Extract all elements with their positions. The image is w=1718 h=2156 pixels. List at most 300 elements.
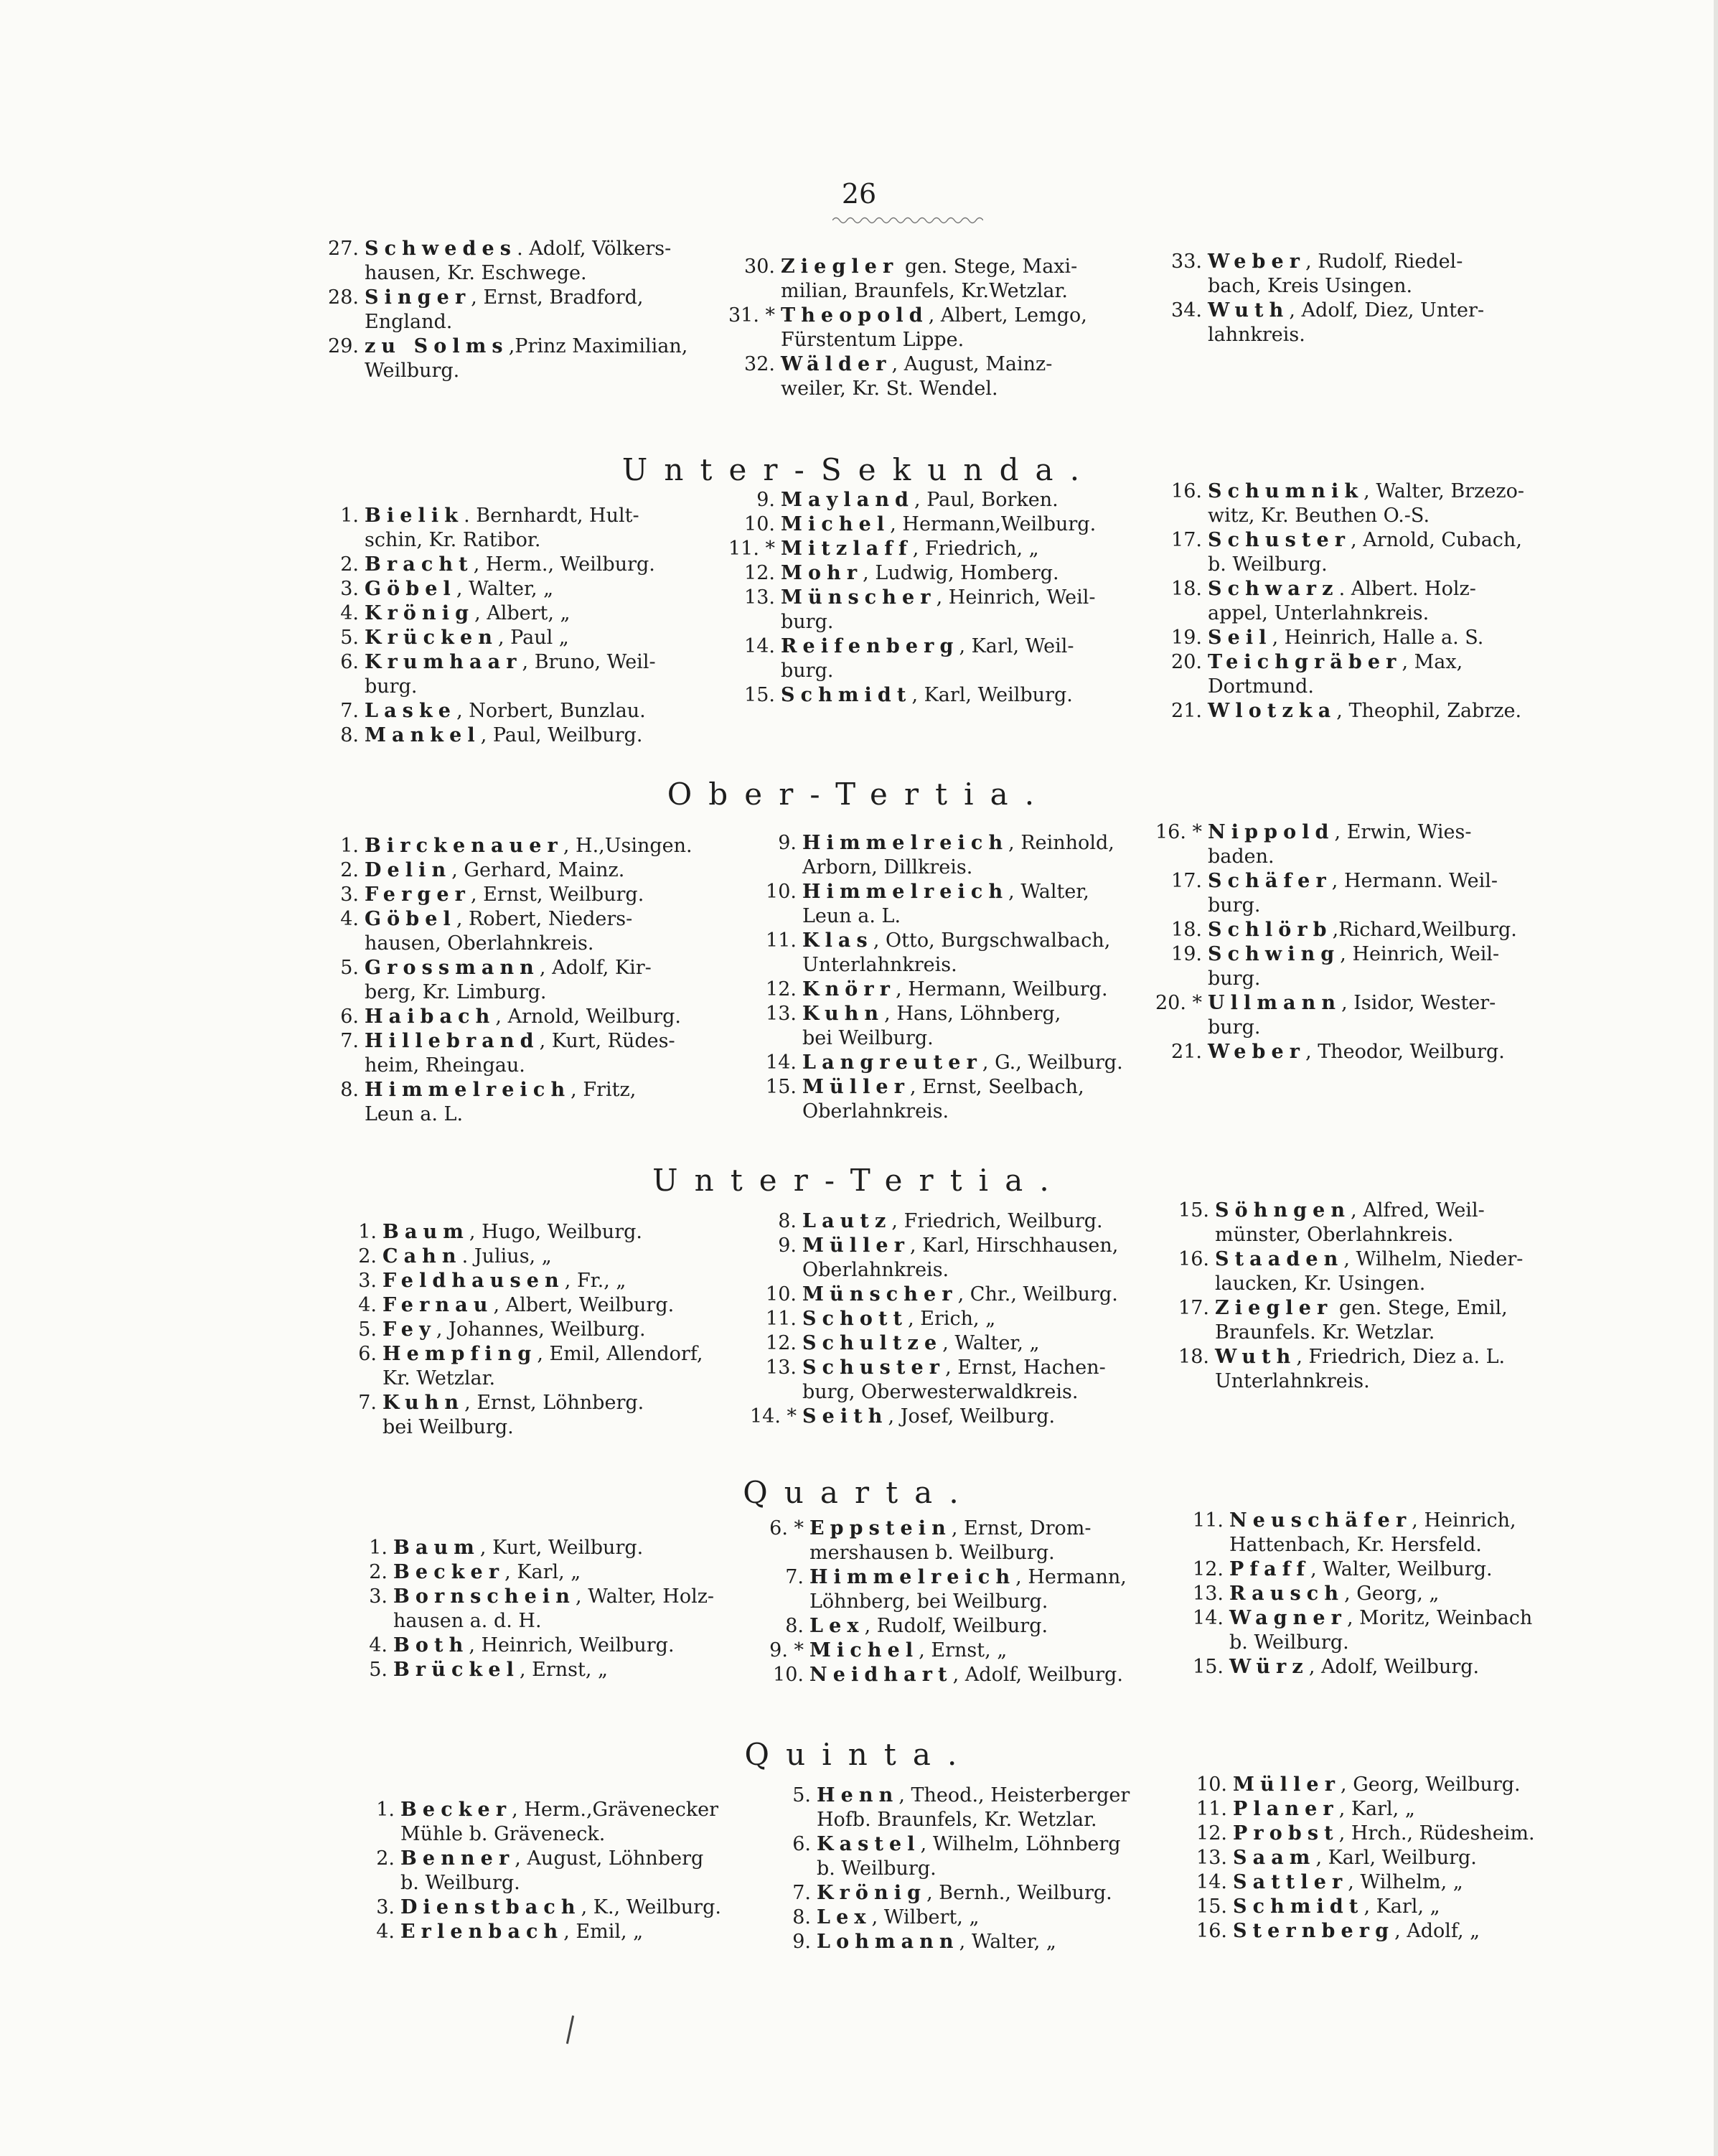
student-surname: Schumnik [1208,480,1364,502]
entry-number: 11. [1196,1798,1227,1820]
entry-line [781,352,1119,377]
entry-details: , Adolf, Diez, Unter- [1289,299,1485,322]
student-surname: Seil [1208,627,1272,649]
student-surname: Münscher [802,1283,958,1306]
entry-line [802,929,1141,953]
student-column [739,831,1141,1124]
ornament-rule [832,215,983,225]
entry-line [365,907,703,932]
entry-line [365,675,703,699]
entry-details: burg. [1208,1016,1261,1039]
entry-details: , Heinrich, Weil- [936,586,1096,609]
entry-line [1233,1919,1572,1944]
entry-details: , Theodor, Weilburg. [1305,1041,1505,1063]
entry-number: 10. [1196,1773,1227,1796]
entry-line [365,528,703,553]
student-entry [754,1881,1155,1906]
entry-line [802,856,1141,880]
student-column [330,1536,732,1682]
student-entry [337,1798,739,1847]
entry-details: burg. [1208,894,1261,917]
entry-number: 9. [778,832,797,854]
entry-details: witz, Kr. Beuthen O.-S. [1208,505,1430,527]
entry-line [802,880,1141,904]
student-surname: Cahn [382,1245,462,1267]
entry-details: , Isidor, Wester- [1341,992,1496,1014]
entry-details: , K., Weilburg. [581,1896,721,1918]
entry-details: , Josef, Weilburg. [888,1405,1056,1428]
entry-line [1208,918,1546,942]
entry-details: , Paul, Borken. [914,489,1059,511]
entry-line [365,723,703,748]
student-entry [754,1832,1155,1881]
entry-line [809,1639,1148,1663]
entry-number: 4. [358,1294,377,1316]
entry-line [1215,1199,1554,1223]
entry-line [365,834,703,858]
student-entry [739,1075,1141,1124]
entry-line [802,978,1141,1002]
entry-number: 10. [766,881,797,903]
entry-details: , Heinrich, [1412,1509,1516,1532]
student-surname: Sattler [1233,1871,1348,1893]
entry-details: , Hermann,Weilburg. [890,513,1097,535]
entry-line [781,561,1119,586]
student-surname: Schäfer [1208,870,1332,892]
entry-details: , Theod., Heisterberger [898,1784,1130,1806]
entry-number: 15. [1193,1656,1224,1678]
entry-details: münster, Oberlahnkreis. [1215,1224,1454,1246]
student-surname: Schmidt [1233,1895,1364,1918]
entry-line [802,1307,1141,1331]
entry-number: 17. [1178,1297,1209,1319]
entry-line [1208,894,1546,918]
student-entry [1170,1846,1572,1870]
entry-details: , Adolf, Weilburg. [1308,1656,1480,1678]
student-surname: Himmelreich [802,881,1009,903]
student-entry [1152,1199,1554,1247]
entry-number: 16. [1178,1248,1209,1270]
entry-line [1215,1223,1554,1247]
student-surname: Himmelreich [365,1079,571,1101]
entry-line [781,488,1119,512]
entry-line [781,328,1119,352]
student-surname: Michel [809,1639,919,1661]
student-entry [746,1517,1148,1565]
entry-number: 17. [1171,870,1202,892]
entry-details: burg, Oberwesterwaldkreis. [802,1381,1079,1403]
entry-line [365,626,703,650]
entry-details: , Walter, Holz- [576,1585,715,1608]
entry-line [809,1663,1148,1687]
entry-number: 5. [340,627,359,649]
student-entry [1145,577,1546,626]
entry-line [1208,942,1546,967]
entry-details: Löhnberg, bei Weilburg. [809,1590,1048,1613]
entry-details: , Heinrich, Halle a. S. [1272,627,1484,649]
entry-details: , Arnold, Weilburg. [495,1006,681,1028]
entry-line [802,1234,1141,1258]
entry-line [1229,1509,1568,1533]
entry-details: , Albert, „ [474,602,571,624]
student-entry [1170,1797,1572,1822]
entry-line [802,1380,1141,1405]
student-entry [1145,869,1546,918]
entry-number: 3. [369,1585,388,1608]
entry-details: , Gerhard, Mainz. [451,859,625,881]
student-entry [330,1634,732,1658]
student-column [1152,1199,1554,1394]
student-entry [301,1029,703,1078]
student-surname: Lohmann [817,1931,959,1953]
student-entry [718,255,1119,304]
entry-number: 18. [1171,578,1202,600]
entry-details: bach, Kreis Usingen. [1208,275,1413,297]
entry-details: , Karl, „ [504,1561,581,1583]
entry-number: 10. [744,513,775,535]
entry-details: , Wilhelm, Nieder- [1343,1248,1524,1270]
entry-line [781,634,1119,659]
student-column [301,504,703,748]
entry-line [400,1822,739,1847]
entry-details: Dortmund. [1208,675,1314,698]
entry-line [1233,1846,1572,1870]
entry-line [400,1895,739,1920]
entry-details: , Chr., Weilburg. [957,1283,1118,1306]
student-column [1145,479,1546,723]
student-surname: Wuth [1215,1346,1297,1368]
entry-number: 15. [744,684,775,706]
entry-details: Weilburg. [365,360,460,382]
entry-details: , Karl, „ [1338,1798,1415,1820]
entry-details: b. Weilburg. [1229,1631,1349,1654]
entry-line [365,504,703,528]
entry-details: gen. Stege, Emil, [1333,1297,1508,1319]
student-surname: Neidhart [809,1664,953,1686]
student-surname: Both [393,1634,469,1656]
student-surname: Baum [382,1221,469,1243]
entry-line [1208,553,1546,577]
student-entry [1166,1582,1568,1606]
student-entry [301,858,703,883]
entry-number: 3. [340,578,359,600]
entry-number: 15. [1196,1895,1227,1918]
entry-number: 6. [340,1006,359,1028]
entry-details: , Fr., „ [564,1270,626,1292]
student-entry [330,1585,732,1634]
student-entry [301,504,703,553]
student-surname: Teichgräber [1208,651,1402,673]
entry-number: 13. [766,1003,797,1025]
entry-line [781,304,1119,328]
entry-line [1208,1016,1546,1040]
entry-line [1208,601,1546,626]
student-entry [1145,650,1546,699]
entry-details: lahnkreis. [1208,324,1305,346]
entry-line [809,1517,1148,1541]
entry-number: 18. [1178,1346,1209,1368]
entry-number: 4. [376,1921,395,1943]
student-entry [301,907,703,956]
entry-details: , Wilbert, „ [871,1906,980,1928]
entry-number: 19. [1171,943,1202,965]
student-entry [1166,1509,1568,1557]
entry-details: , H.,Usingen. [563,835,693,857]
student-column [301,834,703,1127]
entry-line [802,1051,1141,1075]
student-surname: Eppstein [809,1517,952,1539]
entry-number: 8. [340,724,359,746]
entry-number: 4. [369,1634,388,1656]
student-entry [1170,1822,1572,1846]
student-surname: Singer [365,286,471,309]
student-entry [319,1245,721,1269]
student-entry [1145,699,1546,723]
student-surname: Brückel [393,1659,520,1681]
entry-details: , Hermann, Weilburg. [896,978,1108,1000]
entry-details: baden. [1208,845,1275,868]
entry-number: 31. * [728,304,775,327]
entry-number: 12. [766,978,797,1000]
entry-details: milian, Braunfels, Kr.Wetzlar. [781,280,1068,302]
student-entry [1145,1040,1546,1064]
entry-line [802,1075,1141,1100]
student-entry [739,1209,1141,1234]
entry-line [781,586,1119,610]
entry-details: , Hrch., Rüdesheim. [1338,1822,1535,1845]
student-column [1166,1509,1568,1679]
student-entry [301,334,703,383]
entry-line [382,1318,721,1342]
student-surname: Krönig [817,1882,927,1904]
student-surname: Schott [802,1308,909,1330]
student-surname: Grossmann [365,957,540,979]
entry-line [781,610,1119,634]
entry-details: bei Weilburg. [802,1027,934,1049]
entry-line [1215,1345,1554,1369]
student-entry [1145,918,1546,942]
entry-details: . Albert. Holz- [1338,578,1476,600]
entry-line [802,904,1141,929]
entry-line [781,683,1119,708]
student-surname: Krumhaar [365,651,522,673]
entry-details: Oberlahnkreis. [802,1100,949,1122]
student-surname: Mohr [781,562,863,584]
entry-details: burg. [781,611,834,633]
student-entry [319,1220,721,1245]
student-entry [1152,1345,1554,1394]
entry-line [1229,1655,1568,1679]
entry-details: , Wilhelm, „ [1348,1871,1463,1893]
entry-number: 29. [328,335,359,357]
student-surname: Schlörb [1208,919,1333,941]
entry-line [365,699,703,723]
student-surname: Weber [1208,250,1306,273]
student-entry [330,1560,732,1585]
entry-details: , Otto, Burgschwalbach, [873,929,1111,952]
entry-number: 5. [792,1784,811,1806]
entry-number: 1. [340,835,359,857]
student-column [718,255,1119,401]
entry-details: , Kurt, Weilburg. [479,1537,644,1559]
entry-details: berg, Kr. Limburg. [365,981,547,1003]
entry-line [802,1002,1141,1026]
pen-mark [566,2015,574,2044]
student-entry [746,1639,1148,1663]
entry-line [1208,991,1546,1016]
entry-number: 30. [744,256,775,278]
entry-line [400,1847,739,1871]
class-heading: Quinta. [744,1737,974,1772]
entry-line [365,932,703,956]
entry-details: , Erich, „ [908,1308,996,1330]
entry-line [817,1808,1155,1832]
entry-details: hausen a. d. H. [393,1610,542,1632]
student-column [718,488,1119,708]
entry-details: , Paul, Weilburg. [480,724,643,746]
entry-details: Fürstentum Lippe. [781,329,964,351]
entry-line [1208,626,1546,650]
entry-number: 8. [792,1906,811,1928]
student-entry [319,1269,721,1293]
entry-details: b. Weilburg. [817,1857,937,1880]
entry-line [809,1614,1148,1639]
student-surname: Schuster [802,1356,946,1379]
student-surname: Seith [802,1405,888,1428]
entry-details: gen. Stege, Maxi- [898,256,1078,278]
entry-number: 7. [358,1392,377,1414]
student-entry [1145,626,1546,650]
entry-number: 32. [744,353,775,375]
entry-number: 9. [756,489,775,511]
student-surname: Kastel [817,1833,921,1855]
entry-line [382,1342,721,1367]
entry-details: Mühle b. Gräveneck. [400,1823,606,1845]
entry-line [817,1784,1155,1808]
entry-line [365,577,703,601]
student-surname: Schuster [1208,529,1351,551]
entry-details: , Ernst, Löhnberg. [464,1392,644,1414]
student-surname: zu Solms [365,335,509,357]
entry-line [1208,250,1546,274]
entry-details: , Karl, Hirschhausen, [910,1234,1119,1257]
student-entry [739,929,1141,978]
entry-details: , Heinrich, Weilburg. [469,1634,675,1656]
entry-details: , Theophil, Zabrze. [1336,700,1522,722]
student-surname: Haibach [365,1006,496,1028]
entry-details: , G., Weilburg. [982,1051,1123,1074]
entry-line [802,831,1141,856]
student-surname: Schwedes [365,238,517,260]
entry-line [393,1609,732,1634]
entry-details: weiler, Kr. St. Wendel. [781,378,998,400]
student-entry [739,1283,1141,1307]
entry-details: laucken, Kr. Usingen. [1215,1272,1426,1295]
entry-number: 16. [1171,480,1202,502]
entry-line [781,255,1119,279]
entry-line [1233,1797,1572,1822]
entry-details: , Adolf, Kir- [539,957,652,979]
entry-details: , Hermann, [1015,1566,1127,1588]
entry-line [1208,820,1546,845]
entry-details: , Walter, Brzezo- [1363,480,1524,502]
student-surname: Müller [802,1076,911,1098]
entry-details: , Ernst, Bradford, [471,286,644,309]
student-surname: Theopold [781,304,929,327]
entry-details: , Friedrich, „ [912,538,1039,560]
student-entry [1145,991,1546,1040]
student-entry [301,650,703,699]
entry-details: England. [365,311,453,333]
entry-line [382,1245,721,1269]
student-entry [739,880,1141,929]
student-entry [319,1293,721,1318]
entry-details: , Walter, „ [456,578,554,600]
student-entry [718,561,1119,586]
entry-number: 16. * [1155,821,1202,843]
student-column [319,1220,721,1440]
entry-line [365,956,703,980]
student-surname: Knörr [802,978,896,1000]
entry-number: 2. [376,1847,395,1870]
student-surname: Birckenauer [365,835,563,857]
student-entry [718,537,1119,561]
student-entry [1170,1919,1572,1944]
student-entry [718,586,1119,634]
entry-line [365,286,703,310]
entry-line [1208,577,1546,601]
entry-details: burg. [1208,967,1261,990]
entry-details: Arborn, Dillkreis. [802,856,973,878]
student-entry [718,512,1119,537]
entry-line [400,1871,739,1895]
student-entry [301,834,703,858]
entry-number: 21. [1171,1041,1202,1063]
student-column [301,237,703,383]
entry-line [781,512,1119,537]
entry-details: , Robert, Nieders- [456,908,633,930]
entry-details: , Fritz, [571,1079,637,1101]
student-surname: Schmidt [781,684,912,706]
student-surname: Göbel [365,908,456,930]
entry-details: , Erwin, Wies- [1334,821,1472,843]
entry-number: 2. [358,1245,377,1267]
entry-details: , Walter, „ [959,1931,1056,1953]
entry-number: 12. [1193,1558,1224,1580]
student-surname: Fernau [382,1294,494,1316]
student-surname: Klas [802,929,873,952]
student-entry [301,626,703,650]
student-entry [301,883,703,907]
entry-details: , Walter, Weilburg. [1310,1558,1493,1580]
entry-number: 1. [376,1799,395,1821]
entry-details: b. Weilburg. [400,1872,520,1894]
student-entry [301,1078,703,1127]
entry-details: , Albert, Weilburg. [493,1294,675,1316]
entry-details: Hofb. Braunfels, Kr. Wetzlar. [817,1809,1097,1831]
student-surname: Kuhn [802,1003,885,1025]
entry-line [1215,1321,1554,1345]
student-surname: Langreuter [802,1051,982,1074]
entry-line [802,1026,1141,1051]
student-entry [1152,1296,1554,1345]
class-heading: Unter-Sekunda. [621,452,1097,487]
student-surname: Nippold [1208,821,1335,843]
entry-number: 19. [1171,627,1202,649]
entry-line [1233,1822,1572,1846]
entry-details: , Heinrich, Weil- [1340,943,1500,965]
entry-number: 11. [1193,1509,1224,1532]
